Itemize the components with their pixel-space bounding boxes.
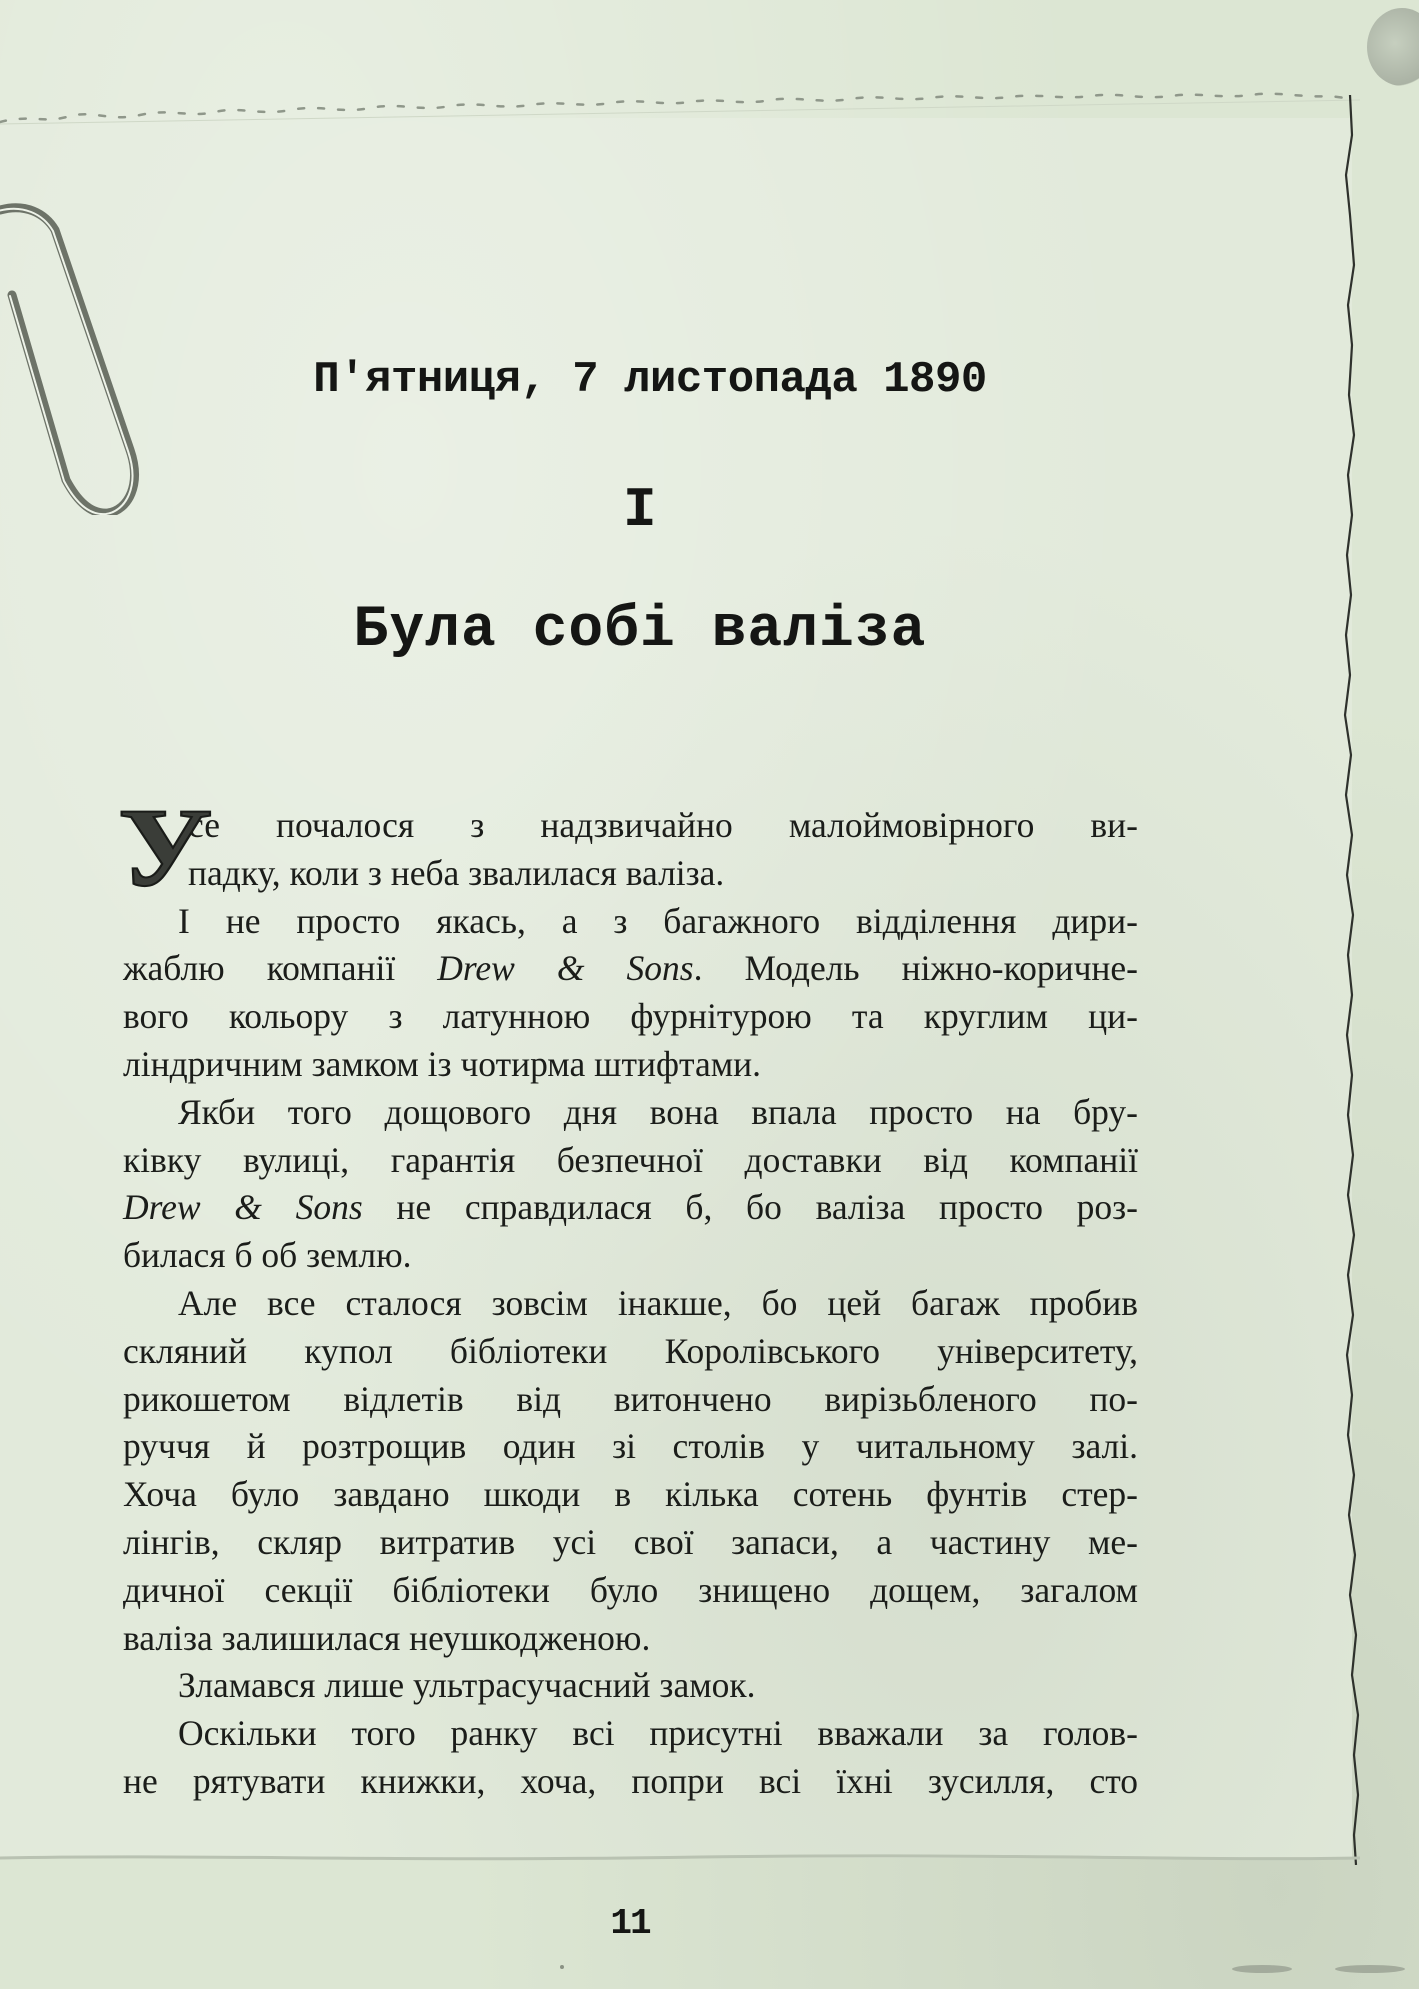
- text-lines: [123, 802, 1138, 1806]
- drop-cap-letter: У: [118, 786, 213, 910]
- text-line: Але все сталося зовсім інакше, бо цей багаж пробив: [178, 1282, 1138, 1323]
- text-line: вого кольору з латунною фурнітурою та круглим ци-: [123, 996, 1138, 1037]
- text-line: руччя й розтрощив один зі столів у читальному залі.: [123, 1426, 1138, 1467]
- text-line: І не просто якась, а з багажного відділення дири-: [178, 900, 1138, 941]
- italic-company-name: Drew & Sons: [437, 948, 694, 989]
- text-line: Зламався лише ультрасучасний замок.: [178, 1665, 756, 1706]
- text-line: Оскільки того ранку всі присутні вважали за голов-: [178, 1713, 1138, 1754]
- text-line: се почалося з надзвичайно малоймовірного ви-: [188, 805, 1138, 845]
- page-number: 11: [610, 1903, 650, 1944]
- torn-edge-bottom: [0, 1852, 1360, 1866]
- torn-edge-right: [1330, 95, 1370, 1865]
- text-line: падку, коли з неба звалилася валіза.: [188, 852, 725, 893]
- text-line: ліндричним замком із чотирма штифтами.: [123, 1043, 762, 1084]
- speck: [1232, 1965, 1292, 1973]
- italic-company-name: Drew & Sons: [123, 1187, 363, 1228]
- text-line: Хоча було завдано шкоди в кілька сотень фунтів стер-: [123, 1474, 1138, 1515]
- chapter-body-text: [118, 786, 1139, 1806]
- text-line: ківку вулиці, гарантія безпечної доставки від компанії: [123, 1139, 1138, 1180]
- torn-edge-top: [0, 88, 1360, 128]
- chapter-number: I: [622, 478, 658, 542]
- speck: [560, 1965, 564, 1969]
- date-heading: П'ятниця, 7 листопада 1890: [313, 355, 987, 405]
- text-line: Drew & Sons не справдилася б, бо валіза просто роз-: [123, 1187, 1139, 1228]
- text-line: билася б об землю.: [123, 1235, 412, 1276]
- text-line: жаблю компанії Drew & Sons. Модель ніжно-коричне-: [123, 948, 1138, 989]
- text-line: скляний купол бібліотеки Королівського університету,: [123, 1330, 1138, 1371]
- text-line: Якби того дощового дня вона впала просто на бру-: [178, 1091, 1138, 1132]
- text-line: дичної секції бібліотеки було знищено дощем, загалом: [123, 1569, 1138, 1610]
- text-line: не рятувати книжки, хоча, попри всі їхні зусилля, сто: [123, 1760, 1138, 1801]
- speck: [1335, 1965, 1405, 1973]
- text-line: лінгів, скляр витратив усі свої запаси, а частину ме-: [123, 1521, 1138, 1562]
- text-line: рикошетом відлетів від витончено вирізьбленого по-: [123, 1378, 1138, 1419]
- chapter-title: Була собі валіза: [353, 598, 927, 663]
- text-line: валіза залишилася неушкодженою.: [123, 1617, 651, 1658]
